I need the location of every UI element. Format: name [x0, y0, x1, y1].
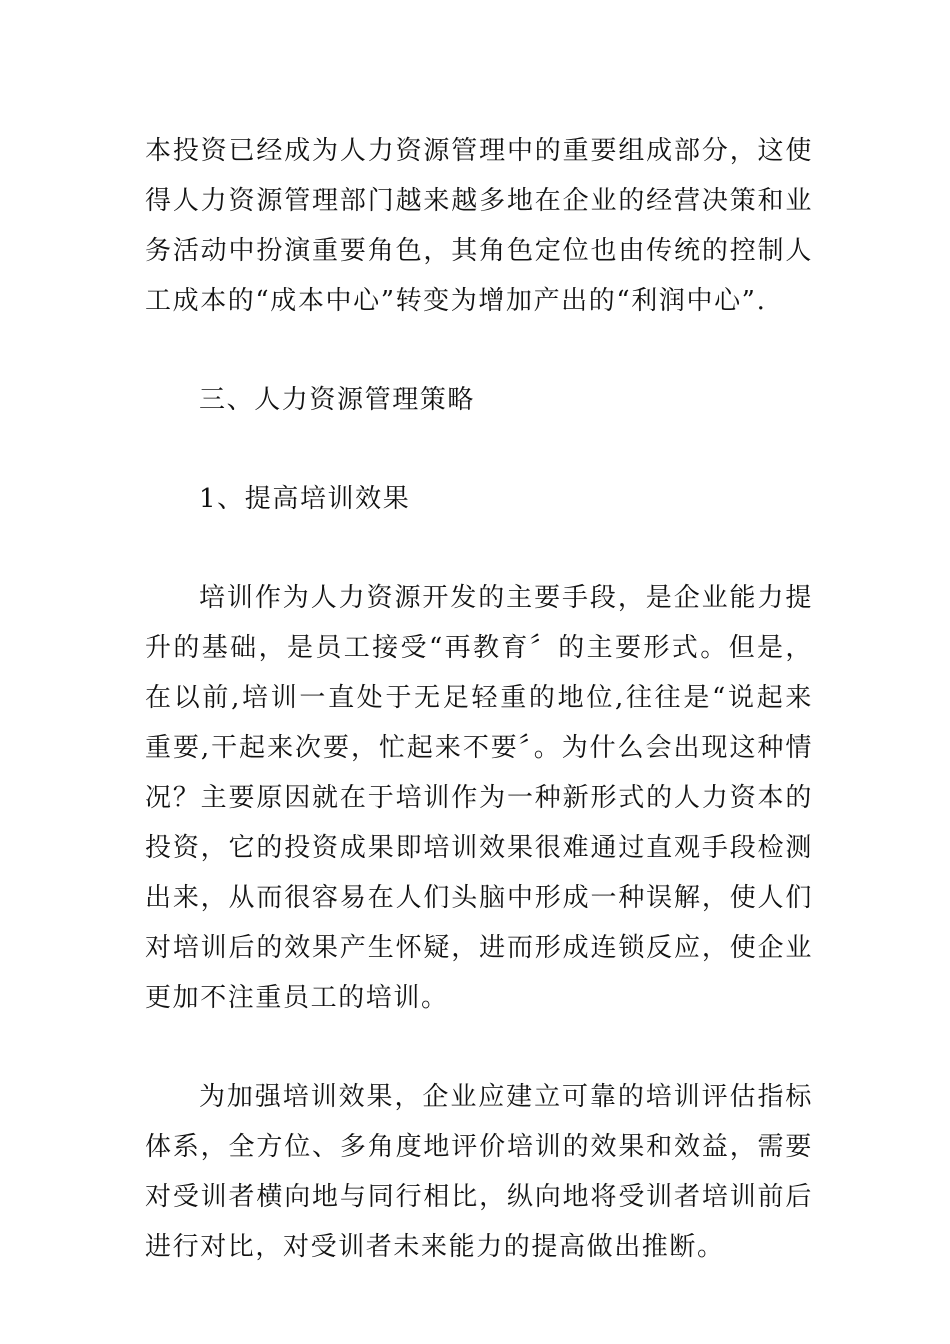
paragraph-gap — [145, 425, 813, 474]
paragraph-training: 培训作为人力资源开发的主要手段，是企业能力提升的基础，是员工接受“再教育〞的主要形式。但是，在以前,培训一直处于无足轻重的地位,往往是“说起来重要,干起来次要，忙起来不要〞。为什么会出现这种情况？主要原因就在于培训作为一种新形式的人力资本的投资，它的投资成果即培训效果很难通过直观手段检测出来，从而很容易在人们头脑中形成一种误解，使人们对培训后的效果产生怀疑，进而形成连锁反应，使企业更加不注重员工的培训。 — [145, 583, 813, 1013]
paragraph-gap — [145, 326, 813, 375]
paragraph-gap — [145, 524, 813, 573]
subsection-heading: 1、提高培训效果 — [199, 484, 411, 514]
section-heading: 三、人力资源管理策略 — [199, 385, 476, 415]
paragraph-evaluation: 为加强培训效果，企业应建立可靠的培训评估指标体系，全方位、多角度地评价培训的效果和效益，需要对受训者横向地与同行相比，纵向地将受训者培训前后进行对比，对受训者未来能力的提高做出推断。 — [145, 1082, 813, 1262]
paragraph-continued: 本投资已经成为人力资源管理中的重要组成部分，这使得人力资源管理部门越来越多地在企业的经营决策和业务活动中扮演重要角色，其角色定位也由传统的控制人工成本的“成本中心”转变为增加产出的“利润中心”. — [145, 136, 813, 316]
document-body — [145, 126, 813, 1272]
paragraph-gap — [145, 1023, 813, 1072]
